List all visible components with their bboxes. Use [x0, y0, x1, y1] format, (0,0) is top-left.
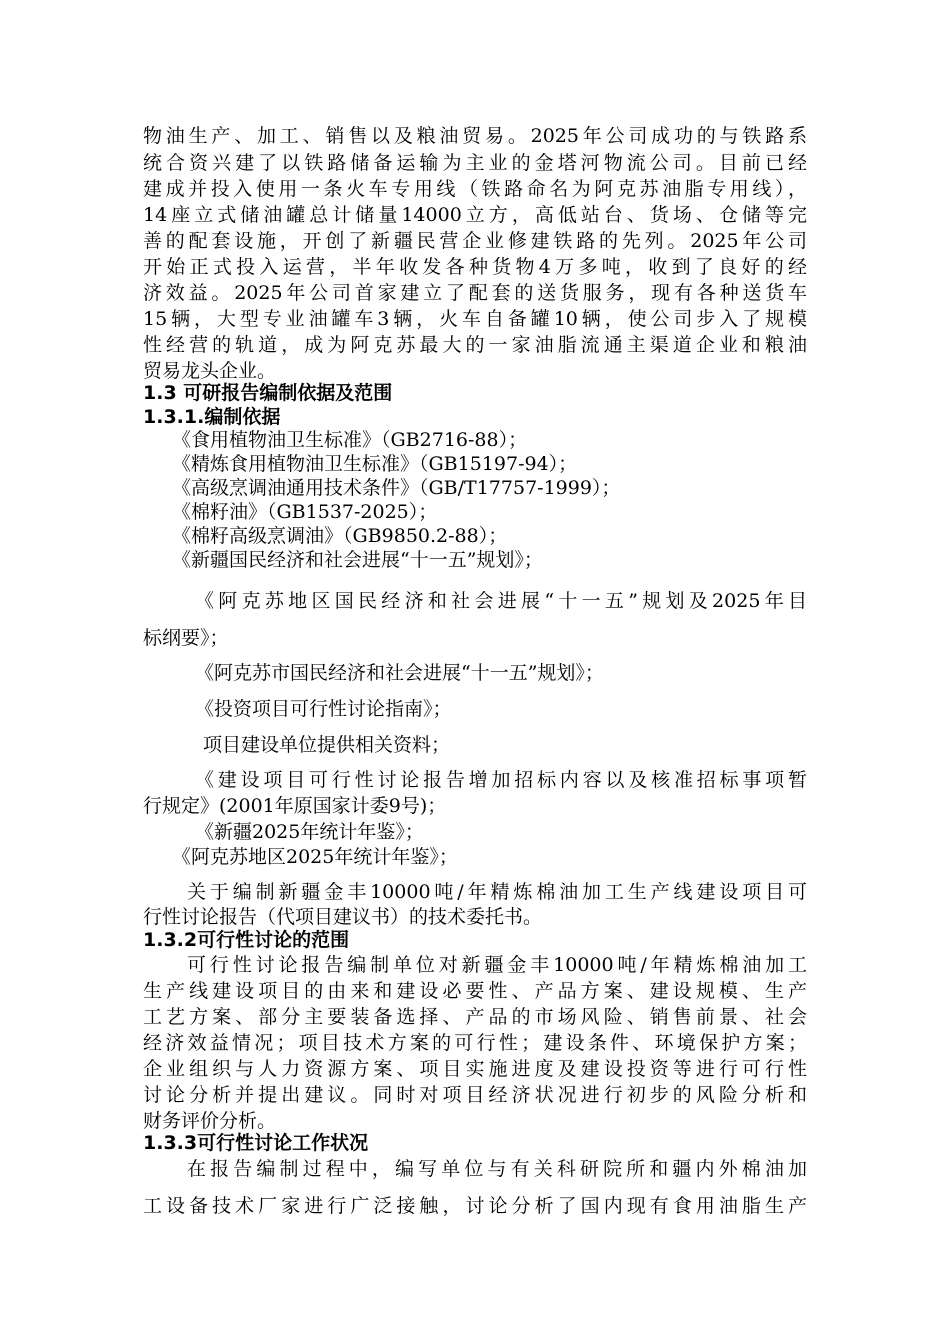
section-heading-1-3-3: 1.3.3可行性讨论工作状况: [143, 1132, 369, 1154]
reference-item: 关于编制新疆金丰10000吨/年精炼棉油加工生产线建设项目可: [187, 881, 807, 903]
section-heading-1-3: 1.3 可研报告编制依据及范围: [143, 382, 393, 404]
reference-item: 《投资项目可行性讨论指南》；: [195, 698, 452, 720]
scope-line: 生产线建设项目的由来和建设必要性、产品方案、建设规模、生产: [143, 980, 807, 1002]
section-heading-1-3-1: 1.3.1.编制依据: [143, 406, 281, 428]
intro-line: 物油生产、加工、销售以及粮油贸易。2025年公司成功的与铁路系: [143, 125, 807, 147]
intro-line: 性经营的轨道，成为阿克苏最大的一家油脂流通主渠道企业和粮油: [143, 334, 807, 356]
reference-item: 《阿克苏市国民经济和社会进展“十一五”规划》；: [195, 662, 604, 684]
intro-line: 统合资兴建了以铁路储备运输为主业的金塔河物流公司。目前已经: [143, 152, 807, 174]
reference-item-cont: 行性讨论报告（代项目建议书）的技术委托书。: [143, 906, 543, 928]
intro-line: 济效益。2025年公司首家建立了配套的送货服务，现有各种送货车: [143, 282, 807, 304]
reference-item: 《高级烹调油通用技术条件》（GB/T17757-1999）；: [172, 477, 621, 499]
scope-line: 工艺方案、部分主要装备选择、产品的市场风险、销售前景、社会: [143, 1006, 807, 1028]
section-heading-1-3-2: 1.3.2可行性讨论的范围: [143, 929, 350, 951]
reference-item: 《食用植物油卫生标准》（GB2716-88）；: [172, 429, 528, 451]
reference-item-cont: 行规定》(2001年原国家计委9号)；: [143, 795, 447, 817]
scope-line: 讨论分析并提出建议。同时对项目经济状况进行初步的风险分析和: [143, 1084, 807, 1106]
reference-item: 项目建设单位提供相关资料；: [203, 734, 451, 756]
scope-line: 可行性讨论报告编制单位对新疆金丰10000吨/年精炼棉油加工: [187, 954, 807, 976]
scope-line: 经济效益情况；项目技术方案的可行性；建设条件、环境保护方案；: [143, 1032, 807, 1054]
work-line: 工设备技术厂家进行广泛接触，讨论分析了国内现有食用油脂生产: [143, 1195, 807, 1217]
reference-item-cont: 标纲要》；: [143, 627, 229, 649]
reference-item: 《新疆国民经济和社会进展“十一五”规划》；: [172, 549, 543, 571]
reference-item: 《阿克苏地区2025年统计年鉴》；: [172, 846, 458, 868]
scope-line: 企业组织与人力资源方案、项目实施进度及建设投资等进行可行性: [143, 1058, 807, 1080]
reference-item: 《建设项目可行性讨论报告增加招标内容以及核准招标事项暂: [195, 769, 807, 791]
intro-line: 建成并投入使用一条火车专用线（铁路命名为阿克苏油脂专用线），: [143, 178, 807, 200]
reference-item: 《精炼食用植物油卫生标准》（GB15197-94）；: [172, 453, 578, 475]
reference-item: 《新疆2025年统计年鉴》；: [195, 821, 424, 843]
scope-line: 财务评价分析。: [143, 1110, 277, 1132]
reference-item: 《棉籽高级烹调油》（GB9850.2-88）；: [172, 525, 508, 547]
intro-line: 14座立式储油罐总计储量14000立方，高低站台、货场、仓储等完: [143, 204, 807, 226]
reference-item: 《棉籽油》（GB1537-2025）；: [172, 501, 438, 523]
intro-line: 15辆，大型专业油罐车3辆，火车自备罐10辆，使公司步入了规模: [143, 308, 807, 330]
intro-line: 开始正式投入运营，半年收发各种货物4万多吨，收到了良好的经: [143, 256, 807, 278]
work-line: 在报告编制过程中，编写单位与有关科研院所和疆内外棉油加: [187, 1158, 807, 1180]
intro-line: 善的配套设施，开创了新疆民营企业修建铁路的先列。2025年公司: [143, 230, 807, 252]
reference-item: 《阿克苏地区国民经济和社会进展“十一五”规划及2025年目: [195, 590, 807, 612]
intro-line: 贸易龙头企业。: [143, 360, 277, 382]
